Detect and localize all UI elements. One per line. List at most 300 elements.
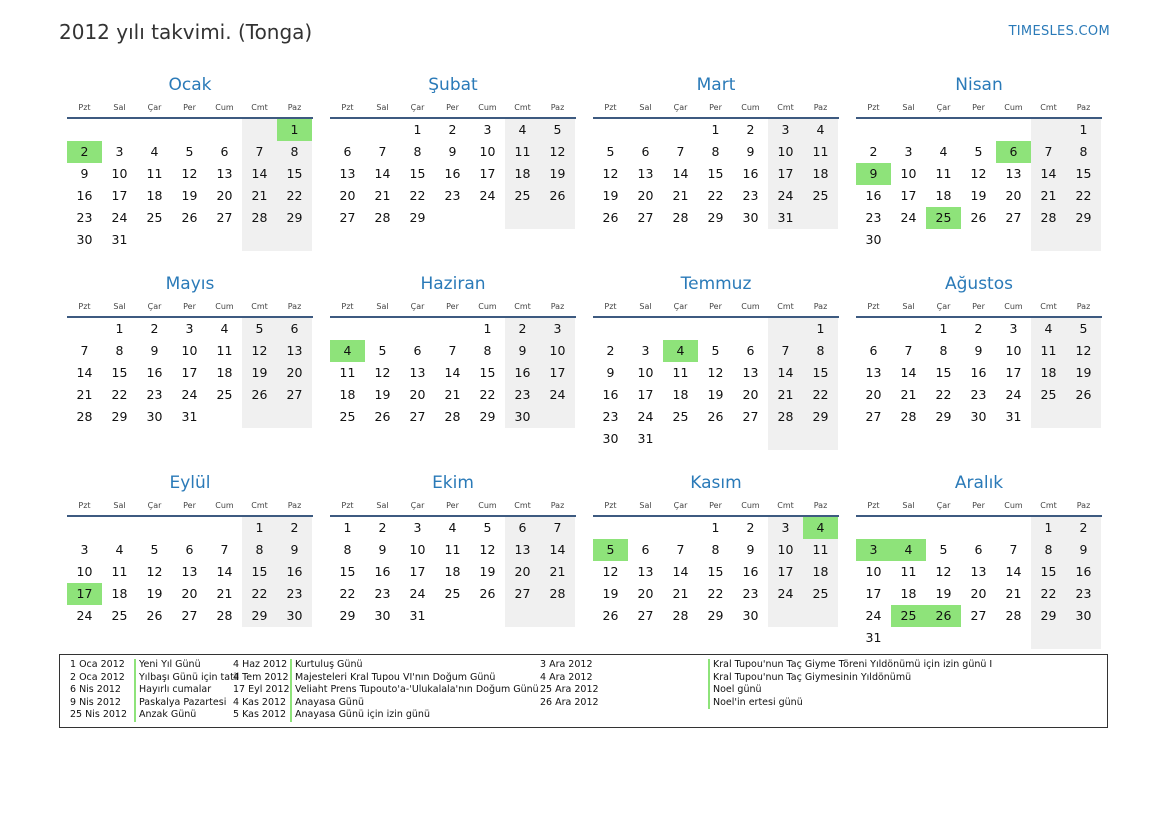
day-cell: 1 [711,520,720,535]
empty-cell [733,318,768,340]
weekday-label: Cum [478,103,497,112]
weekday-label: Cmt [514,501,531,510]
weekday-header [330,99,576,119]
day-cell: 11 [803,539,838,561]
empty-cell [856,318,891,340]
day-cell: 10 [479,144,496,159]
months-grid [67,74,1103,649]
day-cell: 22 [803,384,838,406]
day-cell: 28 [76,409,93,424]
weekday-label: Per [183,302,196,311]
weekday-label: Pzt [867,103,880,112]
day-cell: 20 [742,387,759,402]
day-cell: 8 [115,343,124,358]
legend-row [70,709,239,722]
day-cell: 5 [939,542,948,557]
day-cell: 9 [606,365,615,380]
day-cell: 8 [343,542,352,557]
weekday-label: Sal [902,501,915,510]
empty-cell [856,517,891,539]
day-cell: 11 [1031,340,1066,362]
empty-cell [891,229,926,251]
day-cell: 3 [115,144,124,159]
day-cell: 10 [637,365,654,380]
day-cell: 20 [637,188,654,203]
empty-cell [803,207,838,229]
weekday-label: Çar [147,103,162,112]
day-cell: 30 [277,605,312,627]
holiday-name: Anzak Günü [134,709,196,722]
day-cell: 2 [1066,517,1101,539]
day-cell: 17 [181,365,198,380]
day-cell: 22 [1066,185,1101,207]
day-cell: 18 [146,188,163,203]
empty-cell [137,119,172,141]
empty-cell [768,605,803,627]
weekday-label: Çar [673,302,688,311]
empty-cell [593,119,628,141]
day-cell: 15 [479,365,496,380]
day-cell: 19 [242,362,277,384]
empty-cell [102,517,137,539]
legend-column [70,659,239,722]
day-cell: 14 [768,362,803,384]
legend-row [540,659,992,672]
month-calendar [856,472,1102,649]
holiday-name: Majesteleri Kral Tupou VI'nın Doğum Günü [290,672,495,685]
day-cell: 22 [277,185,312,207]
month-name: Temmuz [680,274,752,294]
day-cell: 6 [277,318,312,340]
day-cell: 5 [606,144,615,159]
day-cell: 5 [974,144,983,159]
day-cell: 24 [540,384,575,406]
day-cell: 15 [242,561,277,583]
day-cell: 21 [768,384,803,406]
empty-cell [996,627,1031,649]
holiday-date: 2 Oca 2012 [70,671,125,683]
day-cell: 3 [768,517,803,539]
holiday-date: 17 Eyl 2012 [233,684,290,695]
day-cell: 8 [1066,141,1101,163]
day-cell: 22 [111,387,128,402]
empty-cell [1031,627,1066,649]
day-cell: 15 [1066,163,1101,185]
empty-cell [768,428,803,450]
day-cell: 1 [1031,517,1066,539]
month-name: Nisan [955,75,1003,95]
month-name: Kasım [690,473,742,493]
day-cell: 10 [540,340,575,362]
empty-cell [698,428,733,450]
day-cell: 22 [707,188,724,203]
day-cell: 26 [540,185,575,207]
day-cell: 6 [220,144,229,159]
day-cell: 12 [707,365,724,380]
day-cell: 1 [343,520,352,535]
empty-cell [1031,119,1066,141]
day-cell: 18 [803,561,838,583]
day-cell: 14 [374,166,391,181]
day-cell: 10 [865,564,882,579]
day-cell: 8 [483,343,492,358]
empty-cell [172,229,207,251]
holiday-date: 6 Nis 2012 [70,684,121,695]
day-cell: 10 [768,141,803,163]
day-cell: 8 [277,141,312,163]
day-cell: 18 [803,163,838,185]
day-cell: 31 [637,431,654,446]
month-calendar [330,273,576,450]
day-cell: 3 [641,343,650,358]
empty-cell [172,517,207,539]
day-cell: 24 [768,583,803,605]
day-cell: 31 [181,409,198,424]
weekday-label: Cmt [1040,302,1057,311]
day-cell: 13 [277,340,312,362]
empty-cell [891,318,926,340]
day-cell: 21 [1031,185,1066,207]
day-cell: 23 [76,210,93,225]
day-cell: 23 [444,188,461,203]
day-cell: 28 [900,409,917,424]
empty-cell [277,229,312,251]
day-cell: 28 [242,207,277,229]
day-cell: 10 [181,343,198,358]
empty-cell [137,229,172,251]
day-cell: 16 [742,564,759,579]
month-calendar [330,74,576,251]
day-cell: 4 [115,542,124,557]
holiday-day-cell: 17 [67,583,102,605]
holiday-date: 25 Ara 2012 [540,684,599,695]
empty-cell [996,517,1031,539]
empty-cell [926,627,961,649]
day-cell: 30 [970,409,987,424]
day-cell: 19 [935,586,952,601]
month-name: Mayıs [165,274,215,294]
day-cell: 28 [1031,207,1066,229]
weekday-label: Paz [813,501,828,510]
day-cell: 9 [378,542,387,557]
day-cell: 3 [768,119,803,141]
empty-cell [540,207,575,229]
empty-cell [400,318,435,340]
day-cell: 22 [935,387,952,402]
legend-row [233,672,539,685]
weekday-label: Cmt [251,501,268,510]
empty-cell [207,119,242,141]
holiday-name: Kral Tupou'nun Taç Giyme Töreni Yıldönümü için izin günü I [708,659,992,672]
weekday-header [593,497,839,517]
weekday-label: Paz [1076,501,1091,510]
weekday-label: Sal [902,302,915,311]
day-cell: 16 [444,166,461,181]
day-cell: 31 [1005,409,1022,424]
weekday-label: Pzt [341,501,354,510]
empty-cell [172,119,207,141]
empty-cell [593,318,628,340]
weekday-header [856,99,1102,119]
day-cell: 11 [111,564,128,579]
day-cell: 29 [1031,605,1066,627]
day-cell: 9 [505,340,540,362]
weekday-label: Çar [936,103,951,112]
empty-cell [768,318,803,340]
empty-cell [67,318,102,340]
day-cell: 3 [540,318,575,340]
weekday-label: Paz [813,302,828,311]
day-cell: 16 [742,166,759,181]
day-cell: 27 [637,210,654,225]
day-cell: 20 [181,586,198,601]
day-cell: 18 [111,586,128,601]
day-cell: 2 [378,520,387,535]
day-cell: 17 [540,362,575,384]
day-cell: 19 [146,586,163,601]
day-cell: 21 [672,586,689,601]
day-cell: 23 [505,384,540,406]
month-calendar [330,472,576,649]
day-cell: 16 [505,362,540,384]
day-cell: 7 [242,141,277,163]
day-cell: 2 [746,122,755,137]
day-cell: 5 [378,343,387,358]
day-cell: 3 [413,520,422,535]
day-cell: 2 [746,520,755,535]
day-cell: 28 [444,409,461,424]
empty-cell [663,428,698,450]
month-name: Haziran [420,274,486,294]
empty-cell [663,318,698,340]
legend-row [70,684,239,697]
day-cell: 7 [80,343,89,358]
day-cell: 14 [900,365,917,380]
empty-cell [67,517,102,539]
holiday-name: Noel günü [708,684,762,697]
site-link[interactable]: TIMESLES.COM [1008,24,1110,39]
day-grid [856,517,1102,649]
day-cell: 5 [540,119,575,141]
empty-cell [435,318,470,340]
weekday-label: Per [709,103,722,112]
weekday-label: Paz [1076,103,1091,112]
month-name: Eylül [169,473,211,493]
day-cell: 15 [277,163,312,185]
day-cell: 14 [76,365,93,380]
weekday-label: Per [972,501,985,510]
holiday-name: Paskalya Pazartesi [134,697,226,710]
weekday-label: Çar [936,302,951,311]
weekday-label: Cum [1004,302,1023,311]
day-cell: 19 [602,586,619,601]
month-name: Ağustos [945,274,1013,294]
day-cell: 24 [181,387,198,402]
day-cell: 12 [146,564,163,579]
day-cell: 4 [220,321,229,336]
weekday-label: Pzt [604,501,617,510]
weekday-label: Sal [376,103,389,112]
day-grid [330,119,576,229]
empty-cell [663,119,698,141]
day-cell: 6 [641,542,650,557]
empty-cell [242,406,277,428]
day-cell: 22 [479,387,496,402]
day-cell: 9 [746,542,755,557]
day-cell: 12 [602,564,619,579]
day-cell: 13 [505,539,540,561]
empty-cell [470,207,505,229]
day-cell: 15 [935,365,952,380]
day-cell: 27 [339,210,356,225]
day-cell: 4 [448,520,457,535]
weekday-header [856,298,1102,318]
day-cell: 25 [444,586,461,601]
day-cell: 5 [242,318,277,340]
legend-row [233,684,539,697]
day-cell: 12 [602,166,619,181]
holiday-day-cell: 4 [330,340,365,362]
day-cell: 17 [1005,365,1022,380]
weekday-label: Pzt [867,501,880,510]
day-cell: 10 [768,539,803,561]
weekday-label: Pzt [78,501,91,510]
weekday-label: Cum [741,501,760,510]
day-cell: 25 [216,387,233,402]
day-cell: 16 [1066,561,1101,583]
weekday-label: Per [446,103,459,112]
weekday-label: Cum [215,501,234,510]
empty-cell [803,428,838,450]
weekday-label: Çar [147,302,162,311]
day-cell: 27 [865,409,882,424]
day-cell: 27 [181,608,198,623]
day-cell: 30 [1066,605,1101,627]
day-cell: 28 [672,210,689,225]
empty-cell [365,318,400,340]
day-cell: 23 [146,387,163,402]
day-cell: 29 [935,409,952,424]
weekday-label: Cmt [1040,103,1057,112]
empty-cell [207,229,242,251]
day-cell: 1 [803,318,838,340]
empty-cell [663,517,698,539]
day-cell: 11 [146,166,163,181]
weekday-label: Sal [639,103,652,112]
day-grid [593,119,839,229]
day-cell: 15 [111,365,128,380]
empty-cell [1066,627,1101,649]
legend-row [233,697,539,710]
day-cell: 6 [505,517,540,539]
day-cell: 18 [339,387,356,402]
month-calendar [67,74,313,251]
day-cell: 31 [409,608,426,623]
holiday-day-cell: 25 [926,207,961,229]
weekday-label: Sal [113,302,126,311]
day-cell: 9 [277,539,312,561]
empty-cell [593,517,628,539]
holiday-day-cell: 5 [593,539,628,561]
day-cell: 14 [216,564,233,579]
day-cell: 24 [865,608,882,623]
day-cell: 28 [1005,608,1022,623]
day-cell: 13 [409,365,426,380]
legend-row [70,672,239,685]
day-cell: 20 [637,586,654,601]
day-cell: 3 [904,144,913,159]
day-cell: 5 [711,343,720,358]
day-cell: 18 [444,564,461,579]
day-cell: 19 [479,564,496,579]
day-cell: 30 [602,431,619,446]
day-cell: 21 [1005,586,1022,601]
weekday-label: Per [709,302,722,311]
weekday-label: Cmt [251,302,268,311]
day-cell: 21 [672,188,689,203]
day-cell: 6 [185,542,194,557]
day-cell: 4 [803,119,838,141]
day-cell: 12 [540,141,575,163]
legend-row [233,709,539,722]
day-cell: 23 [742,188,759,203]
day-cell: 7 [448,343,457,358]
day-cell: 14 [242,163,277,185]
day-grid [330,318,576,428]
weekday-label: Cmt [777,302,794,311]
day-cell: 18 [900,586,917,601]
day-cell: 8 [413,144,422,159]
day-cell: 21 [900,387,917,402]
day-cell: 17 [409,564,426,579]
legend-row [70,659,239,672]
day-cell: 6 [641,144,650,159]
day-cell: 16 [374,564,391,579]
day-cell: 4 [505,119,540,141]
legend-column [540,659,992,709]
day-cell: 1 [413,122,422,137]
empty-cell [803,605,838,627]
empty-cell [207,517,242,539]
month-name: Mart [696,75,736,95]
month-calendar [67,273,313,450]
day-cell: 15 [707,166,724,181]
day-cell: 17 [768,163,803,185]
day-cell: 28 [216,608,233,623]
day-cell: 12 [181,166,198,181]
weekday-label: Sal [639,501,652,510]
day-cell: 14 [444,365,461,380]
holiday-date: 4 Tem 2012 [233,671,289,683]
day-cell: 20 [970,586,987,601]
day-cell: 21 [444,387,461,402]
empty-cell [137,517,172,539]
day-cell: 12 [374,365,391,380]
day-cell: 4 [150,144,159,159]
day-cell: 14 [672,564,689,579]
holiday-name: Noel'in ertesi günü [708,697,803,710]
day-cell: 9 [974,343,983,358]
holiday-date: 1 Oca 2012 [70,659,125,670]
weekday-label: Sal [376,501,389,510]
day-cell: 11 [935,166,952,181]
empty-cell [470,605,505,627]
empty-cell [961,627,996,649]
month-calendar [593,273,839,450]
day-cell: 30 [374,608,391,623]
day-cell: 5 [1066,318,1101,340]
day-cell: 15 [707,564,724,579]
